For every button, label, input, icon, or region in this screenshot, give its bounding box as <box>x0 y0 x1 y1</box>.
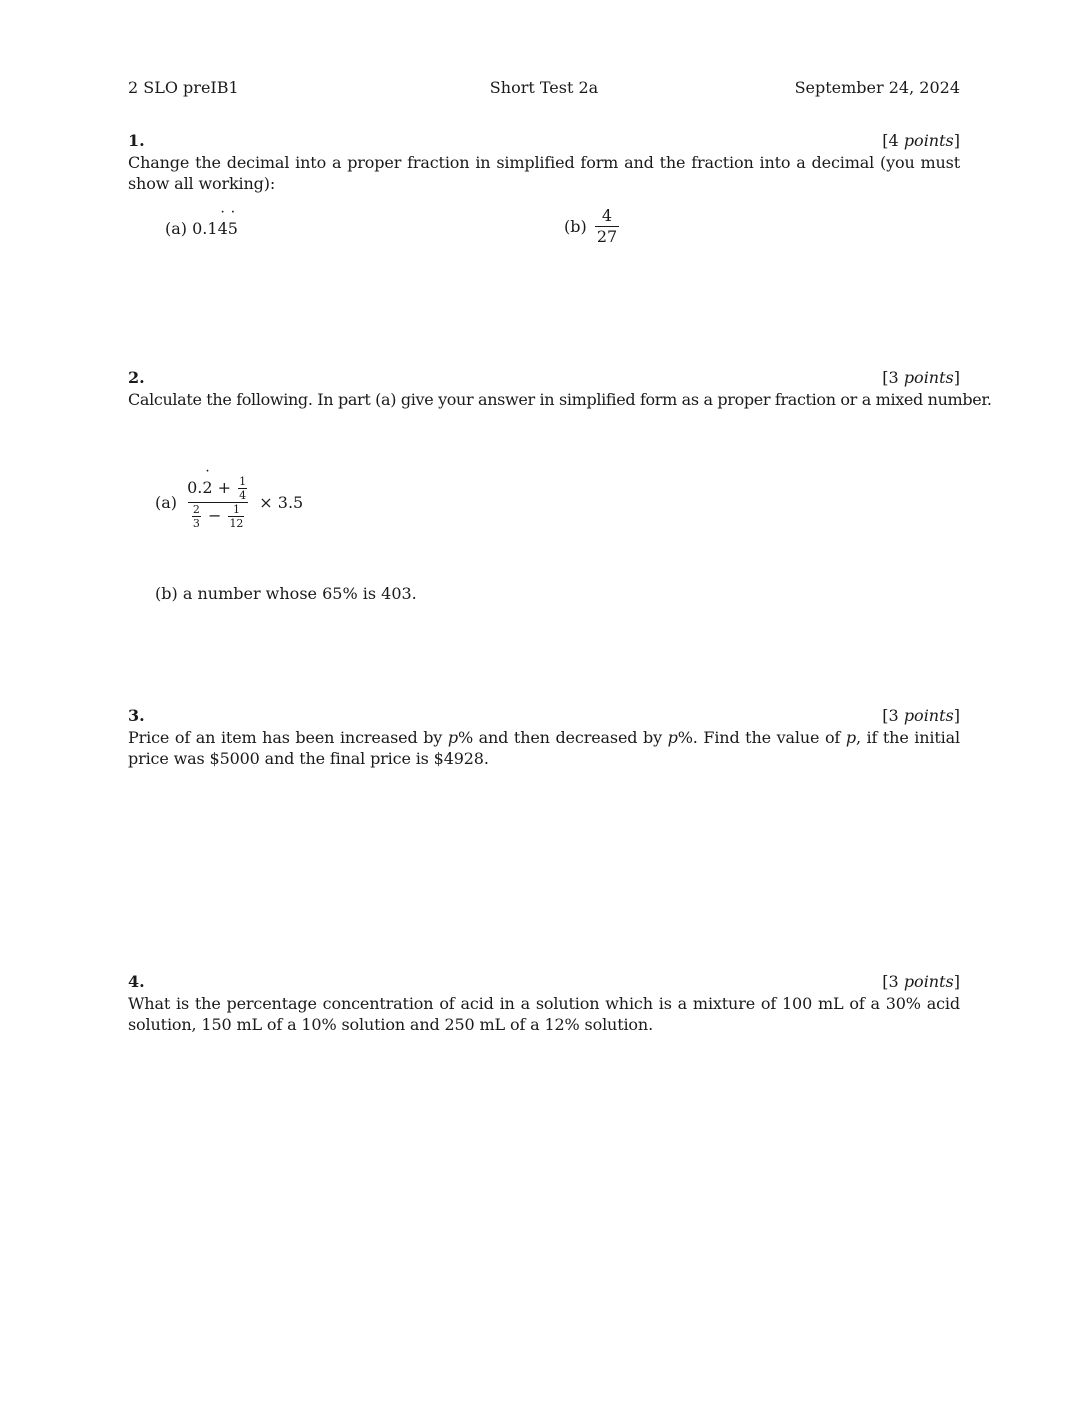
question-1-part-a <box>165 219 238 238</box>
question-points: [4 points] <box>882 131 960 150</box>
multiplier: × 3.5 <box>259 493 304 512</box>
part-label: (b) <box>564 217 587 236</box>
question-points: [3 points] <box>882 706 960 725</box>
fraction: $\frac{4}{27}$ <box>596 206 618 246</box>
question-text: What is the percentage concentration of acid in a solution which is a mixture of 100 mL of a 30% acid solution, 150 mL of a 10% solution and 250 mL of a 12% solution. <box>128 994 960 1034</box>
test-title: Short Test 2a <box>489 78 599 97</box>
question-text: Price of an item has been increased by p% and then decreased by p%. Find the value of p, if the initial price was $5000 and the final price is $4928. <box>128 728 960 768</box>
question-1-part-b <box>564 207 622 246</box>
question-2-part-b <box>155 584 417 603</box>
question-4 <box>128 972 960 1035</box>
question-1 <box>128 131 960 194</box>
question-number: 3. <box>128 706 145 725</box>
complex-fraction: 0.˙ 2 + $\frac{1}{4}$ $\frac{2}{3}$ − $\frac{1}{12}$ <box>185 476 251 529</box>
question-number: 2. <box>128 368 145 387</box>
question-2 <box>128 368 992 410</box>
question-text: Calculate the following. In part (a) give your answer in simplified form as a proper fraction or a mixed number. <box>128 390 992 409</box>
question-3 <box>128 706 960 769</box>
test-date: September 24, 2024 <box>794 78 960 97</box>
question-number: 1. <box>128 131 145 150</box>
part-text: a number whose 65% is 403. <box>182 584 417 603</box>
part-label: (b) <box>155 584 178 603</box>
question-points: [3 points] <box>882 368 960 387</box>
recurring-decimal: 0.1˙ 4˙ 5 <box>192 219 238 238</box>
question-number: 4. <box>128 972 145 991</box>
part-label: (a) <box>155 493 178 512</box>
part-label: (a) <box>165 219 188 238</box>
page-header <box>128 78 960 100</box>
question-text: Change the decimal into a proper fraction in simplified form and the fraction into a decimal (you must show all working): <box>128 153 960 193</box>
question-points: [3 points] <box>882 972 960 991</box>
class-name: 2 SLO preIB1 <box>128 78 239 97</box>
question-2-part-a <box>155 476 303 529</box>
